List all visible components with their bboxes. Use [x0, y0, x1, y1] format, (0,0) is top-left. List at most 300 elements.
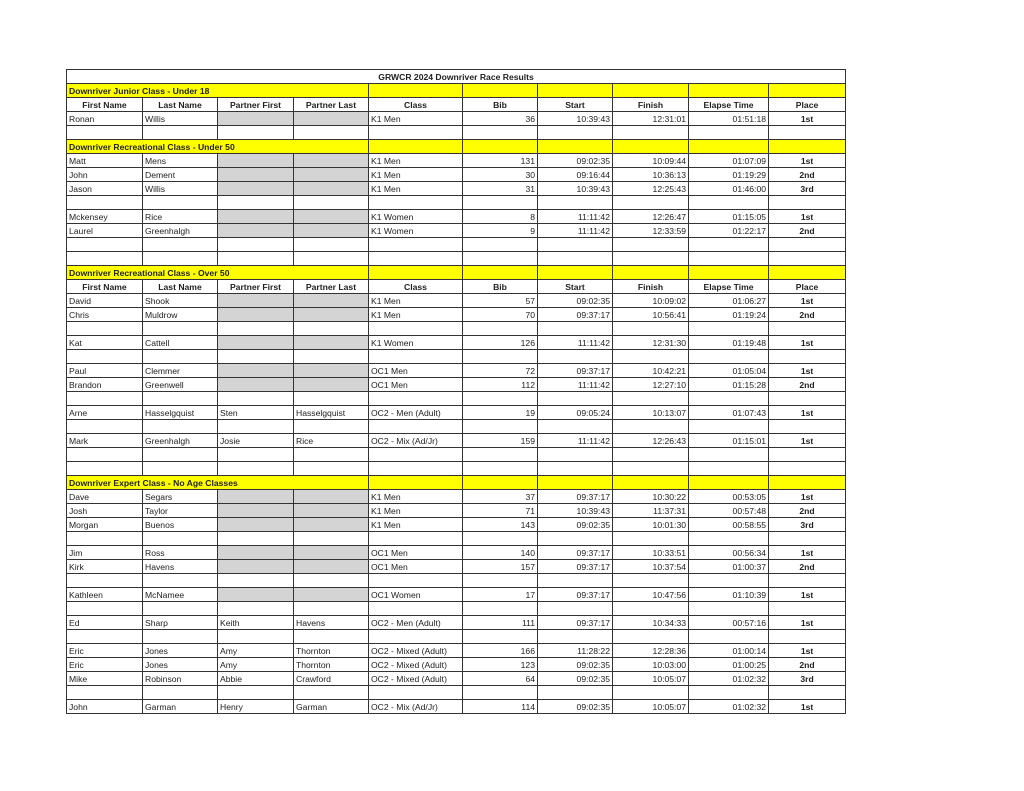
cell-bib: 71 — [463, 504, 538, 518]
section-title: Downriver Expert Class - No Age Classes — [67, 476, 369, 490]
cell-place: 1st — [769, 644, 846, 658]
section-fill-cell — [463, 476, 538, 490]
cell-start: 09:37:17 — [538, 616, 613, 630]
empty-cell — [463, 392, 538, 406]
empty-cell — [67, 602, 143, 616]
section-fill-cell — [769, 266, 846, 280]
cell-elapse: 01:19:48 — [689, 336, 769, 350]
cell-finish: 10:36:13 — [613, 168, 689, 182]
empty-cell — [538, 448, 613, 462]
empty-cell — [463, 350, 538, 364]
empty-cell — [294, 630, 369, 644]
cell-last: Taylor — [143, 504, 218, 518]
empty-cell — [67, 462, 143, 476]
cell-first: Chris — [67, 308, 143, 322]
blank-row — [67, 574, 846, 588]
cell-elapse: 01:19:24 — [689, 308, 769, 322]
cell-last: Muldrow — [143, 308, 218, 322]
cell-plast — [294, 588, 369, 602]
cell-plast — [294, 168, 369, 182]
empty-cell — [143, 448, 218, 462]
blank-row — [67, 238, 846, 252]
result-row — [67, 644, 846, 658]
empty-cell — [67, 252, 143, 266]
empty-cell — [613, 420, 689, 434]
cell-finish: 10:09:44 — [613, 154, 689, 168]
empty-cell — [463, 686, 538, 700]
cell-pfirst — [218, 518, 294, 532]
empty-cell — [294, 392, 369, 406]
cell-pfirst — [218, 378, 294, 392]
cell-start: 11:11:42 — [538, 224, 613, 238]
column-header: Class — [369, 98, 463, 112]
title-row — [67, 70, 846, 84]
cell-cls: K1 Men — [369, 308, 463, 322]
empty-cell — [294, 322, 369, 336]
cell-start: 09:37:17 — [538, 546, 613, 560]
empty-cell — [538, 630, 613, 644]
empty-cell — [143, 574, 218, 588]
cell-elapse: 01:15:05 — [689, 210, 769, 224]
column-header: Place — [769, 98, 846, 112]
cell-first: Laurel — [67, 224, 143, 238]
empty-cell — [218, 322, 294, 336]
cell-place: 1st — [769, 546, 846, 560]
cell-plast: Thornton — [294, 644, 369, 658]
empty-cell — [294, 462, 369, 476]
cell-pfirst — [218, 336, 294, 350]
cell-plast — [294, 294, 369, 308]
cell-elapse: 01:00:37 — [689, 560, 769, 574]
cell-first: Jim — [67, 546, 143, 560]
empty-cell — [369, 252, 463, 266]
empty-cell — [769, 532, 846, 546]
cell-bib: 72 — [463, 364, 538, 378]
section-fill-cell — [769, 84, 846, 98]
empty-cell — [67, 196, 143, 210]
cell-first: Mark — [67, 434, 143, 448]
blank-row — [67, 630, 846, 644]
empty-cell — [463, 602, 538, 616]
cell-pfirst — [218, 560, 294, 574]
section-fill-cell — [689, 140, 769, 154]
empty-cell — [143, 630, 218, 644]
cell-elapse: 01:05:04 — [689, 364, 769, 378]
cell-pfirst — [218, 308, 294, 322]
blank-row — [67, 350, 846, 364]
column-header: First Name — [67, 98, 143, 112]
cell-pfirst — [218, 112, 294, 126]
cell-first: Kirk — [67, 560, 143, 574]
cell-first: Eric — [67, 658, 143, 672]
cell-last: Sharp — [143, 616, 218, 630]
cell-last: Greenhalgh — [143, 224, 218, 238]
cell-cls: OC2 - Mixed (Adult) — [369, 644, 463, 658]
section-header-row — [67, 266, 846, 280]
cell-start: 09:02:35 — [538, 518, 613, 532]
cell-bib: 37 — [463, 490, 538, 504]
empty-cell — [463, 196, 538, 210]
result-row — [67, 224, 846, 238]
race-results-table — [66, 69, 846, 714]
empty-cell — [369, 462, 463, 476]
cell-place: 1st — [769, 490, 846, 504]
empty-cell — [143, 126, 218, 140]
cell-place: 2nd — [769, 308, 846, 322]
empty-cell — [463, 630, 538, 644]
section-fill-cell — [538, 84, 613, 98]
empty-cell — [613, 448, 689, 462]
section-title: Downriver Recreational Class - Over 50 — [67, 266, 369, 280]
empty-cell — [369, 448, 463, 462]
cell-first: Morgan — [67, 518, 143, 532]
cell-first: Mike — [67, 672, 143, 686]
cell-pfirst — [218, 546, 294, 560]
empty-cell — [463, 574, 538, 588]
cell-last: McNamee — [143, 588, 218, 602]
cell-place: 2nd — [769, 168, 846, 182]
blank-row — [67, 392, 846, 406]
empty-cell — [143, 686, 218, 700]
cell-cls: OC1 Men — [369, 378, 463, 392]
cell-elapse: 01:19:29 — [689, 168, 769, 182]
empty-cell — [689, 420, 769, 434]
section-fill-cell — [538, 476, 613, 490]
cell-pfirst — [218, 588, 294, 602]
cell-plast — [294, 224, 369, 238]
cell-first: David — [67, 294, 143, 308]
cell-elapse: 01:02:32 — [689, 700, 769, 714]
cell-last: Havens — [143, 560, 218, 574]
empty-cell — [67, 420, 143, 434]
empty-cell — [769, 392, 846, 406]
empty-cell — [769, 686, 846, 700]
cell-last: Clemmer — [143, 364, 218, 378]
blank-row — [67, 602, 846, 616]
section-title: Downriver Junior Class - Under 18 — [67, 84, 369, 98]
section-fill-cell — [613, 266, 689, 280]
cell-elapse: 01:00:14 — [689, 644, 769, 658]
empty-cell — [769, 126, 846, 140]
cell-pfirst — [218, 154, 294, 168]
empty-cell — [67, 630, 143, 644]
empty-cell — [689, 532, 769, 546]
blank-row — [67, 532, 846, 546]
cell-cls: OC2 - Men (Adult) — [369, 616, 463, 630]
cell-place: 1st — [769, 154, 846, 168]
cell-pfirst — [218, 490, 294, 504]
empty-cell — [463, 252, 538, 266]
cell-finish: 12:31:30 — [613, 336, 689, 350]
blank-row — [67, 126, 846, 140]
cell-place: 3rd — [769, 518, 846, 532]
empty-cell — [689, 238, 769, 252]
cell-first: Paul — [67, 364, 143, 378]
cell-bib: 112 — [463, 378, 538, 392]
cell-first: Kathleen — [67, 588, 143, 602]
cell-elapse: 01:22:17 — [689, 224, 769, 238]
cell-cls: K1 Men — [369, 294, 463, 308]
cell-bib: 166 — [463, 644, 538, 658]
result-row — [67, 616, 846, 630]
empty-cell — [218, 532, 294, 546]
result-row — [67, 672, 846, 686]
empty-cell — [218, 602, 294, 616]
cell-plast — [294, 112, 369, 126]
cell-bib: 19 — [463, 406, 538, 420]
cell-bib: 126 — [463, 336, 538, 350]
cell-cls: OC2 - Mix (Ad/Jr) — [369, 434, 463, 448]
empty-cell — [689, 350, 769, 364]
empty-cell — [143, 252, 218, 266]
result-row — [67, 168, 846, 182]
column-header-row — [67, 98, 846, 112]
empty-cell — [294, 602, 369, 616]
cell-bib: 114 — [463, 700, 538, 714]
result-row — [67, 336, 846, 350]
cell-first: Arne — [67, 406, 143, 420]
cell-start: 10:39:43 — [538, 112, 613, 126]
empty-cell — [463, 126, 538, 140]
section-fill-cell — [538, 140, 613, 154]
cell-place: 2nd — [769, 658, 846, 672]
cell-place: 1st — [769, 294, 846, 308]
empty-cell — [689, 574, 769, 588]
cell-plast — [294, 504, 369, 518]
blank-row — [67, 420, 846, 434]
cell-cls: K1 Men — [369, 182, 463, 196]
empty-cell — [67, 532, 143, 546]
empty-cell — [67, 350, 143, 364]
column-header: Start — [538, 280, 613, 294]
empty-cell — [769, 322, 846, 336]
cell-last: Willis — [143, 112, 218, 126]
result-row — [67, 546, 846, 560]
empty-cell — [218, 574, 294, 588]
cell-elapse: 00:57:48 — [689, 504, 769, 518]
cell-bib: 157 — [463, 560, 538, 574]
cell-start: 09:37:17 — [538, 588, 613, 602]
cell-cls: OC2 - Mixed (Adult) — [369, 658, 463, 672]
empty-cell — [689, 448, 769, 462]
cell-start: 09:37:17 — [538, 364, 613, 378]
cell-last: Buenos — [143, 518, 218, 532]
empty-cell — [143, 420, 218, 434]
cell-plast — [294, 364, 369, 378]
cell-elapse: 01:46:00 — [689, 182, 769, 196]
cell-place: 2nd — [769, 560, 846, 574]
empty-cell — [613, 630, 689, 644]
column-header: Last Name — [143, 280, 218, 294]
cell-plast — [294, 210, 369, 224]
cell-finish: 10:05:07 — [613, 672, 689, 686]
empty-cell — [538, 238, 613, 252]
cell-start: 09:05:24 — [538, 406, 613, 420]
empty-cell — [769, 196, 846, 210]
cell-plast: Crawford — [294, 672, 369, 686]
empty-cell — [613, 350, 689, 364]
empty-cell — [538, 602, 613, 616]
section-fill-cell — [463, 266, 538, 280]
cell-finish: 12:28:36 — [613, 644, 689, 658]
empty-cell — [538, 574, 613, 588]
empty-cell — [67, 448, 143, 462]
cell-elapse: 01:00:25 — [689, 658, 769, 672]
cell-start: 09:02:35 — [538, 154, 613, 168]
empty-cell — [369, 420, 463, 434]
cell-cls: K1 Men — [369, 518, 463, 532]
cell-start: 11:28:22 — [538, 644, 613, 658]
empty-cell — [369, 574, 463, 588]
empty-cell — [538, 462, 613, 476]
column-header: Partner First — [218, 98, 294, 112]
empty-cell — [769, 462, 846, 476]
cell-place: 3rd — [769, 672, 846, 686]
empty-cell — [769, 602, 846, 616]
page-title: GRWCR 2024 Downriver Race Results — [67, 70, 846, 84]
cell-plast: Rice — [294, 434, 369, 448]
result-row — [67, 182, 846, 196]
cell-cls: K1 Men — [369, 154, 463, 168]
cell-pfirst — [218, 168, 294, 182]
cell-start: 09:02:35 — [538, 700, 613, 714]
results-body — [67, 70, 846, 714]
cell-first: John — [67, 168, 143, 182]
cell-plast: Thornton — [294, 658, 369, 672]
empty-cell — [538, 532, 613, 546]
cell-pfirst: Josie — [218, 434, 294, 448]
empty-cell — [463, 322, 538, 336]
cell-cls: K1 Women — [369, 224, 463, 238]
cell-place: 1st — [769, 112, 846, 126]
cell-finish: 10:42:21 — [613, 364, 689, 378]
empty-cell — [689, 392, 769, 406]
empty-cell — [143, 532, 218, 546]
column-header: Bib — [463, 280, 538, 294]
cell-pfirst: Amy — [218, 644, 294, 658]
cell-place: 1st — [769, 434, 846, 448]
cell-last: Hasselgquist — [143, 406, 218, 420]
cell-start: 10:39:43 — [538, 504, 613, 518]
empty-cell — [769, 448, 846, 462]
empty-cell — [613, 322, 689, 336]
cell-finish: 10:34:33 — [613, 616, 689, 630]
section-fill-cell — [613, 84, 689, 98]
empty-cell — [613, 602, 689, 616]
empty-cell — [538, 420, 613, 434]
column-header: Bib — [463, 98, 538, 112]
cell-bib: 140 — [463, 546, 538, 560]
cell-pfirst — [218, 294, 294, 308]
column-header: Finish — [613, 98, 689, 112]
cell-cls: OC2 - Men (Adult) — [369, 406, 463, 420]
blank-row — [67, 462, 846, 476]
column-header: Partner Last — [294, 98, 369, 112]
empty-cell — [218, 420, 294, 434]
cell-bib: 9 — [463, 224, 538, 238]
cell-first: Eric — [67, 644, 143, 658]
cell-finish: 12:33:59 — [613, 224, 689, 238]
cell-cls: OC1 Men — [369, 364, 463, 378]
cell-start: 09:37:17 — [538, 490, 613, 504]
empty-cell — [369, 350, 463, 364]
empty-cell — [769, 350, 846, 364]
cell-elapse: 01:15:28 — [689, 378, 769, 392]
empty-cell — [769, 238, 846, 252]
cell-last: Dement — [143, 168, 218, 182]
cell-place: 1st — [769, 364, 846, 378]
column-header: First Name — [67, 280, 143, 294]
cell-elapse: 00:57:16 — [689, 616, 769, 630]
empty-cell — [369, 686, 463, 700]
cell-finish: 12:27:10 — [613, 378, 689, 392]
cell-pfirst — [218, 210, 294, 224]
blank-row — [67, 686, 846, 700]
empty-cell — [613, 686, 689, 700]
cell-bib: 159 — [463, 434, 538, 448]
section-fill-cell — [689, 266, 769, 280]
cell-cls: OC2 - Mix (Ad/Jr) — [369, 700, 463, 714]
empty-cell — [463, 238, 538, 252]
empty-cell — [538, 350, 613, 364]
cell-cls: K1 Men — [369, 504, 463, 518]
cell-last: Jones — [143, 644, 218, 658]
cell-first: Kat — [67, 336, 143, 350]
cell-finish: 10:33:51 — [613, 546, 689, 560]
cell-pfirst: Keith — [218, 616, 294, 630]
cell-plast — [294, 560, 369, 574]
column-header: Class — [369, 280, 463, 294]
empty-cell — [538, 686, 613, 700]
section-header-row — [67, 84, 846, 98]
empty-cell — [463, 462, 538, 476]
empty-cell — [294, 420, 369, 434]
result-row — [67, 588, 846, 602]
result-row — [67, 434, 846, 448]
cell-pfirst — [218, 182, 294, 196]
cell-cls: K1 Women — [369, 210, 463, 224]
empty-cell — [463, 448, 538, 462]
result-row — [67, 406, 846, 420]
section-fill-cell — [689, 476, 769, 490]
section-fill-cell — [369, 266, 463, 280]
empty-cell — [143, 462, 218, 476]
cell-bib: 31 — [463, 182, 538, 196]
section-fill-cell — [369, 476, 463, 490]
cell-elapse: 01:15:01 — [689, 434, 769, 448]
cell-finish: 10:30:22 — [613, 490, 689, 504]
column-header: Partner First — [218, 280, 294, 294]
cell-pfirst — [218, 224, 294, 238]
empty-cell — [369, 630, 463, 644]
cell-cls: K1 Men — [369, 112, 463, 126]
empty-cell — [67, 574, 143, 588]
section-fill-cell — [769, 476, 846, 490]
cell-first: Jason — [67, 182, 143, 196]
empty-cell — [538, 196, 613, 210]
section-fill-cell — [369, 140, 463, 154]
cell-last: Ross — [143, 546, 218, 560]
cell-elapse: 00:53:05 — [689, 490, 769, 504]
empty-cell — [143, 350, 218, 364]
cell-elapse: 01:07:43 — [689, 406, 769, 420]
cell-plast: Havens — [294, 616, 369, 630]
cell-start: 11:11:42 — [538, 210, 613, 224]
empty-cell — [769, 252, 846, 266]
empty-cell — [689, 196, 769, 210]
empty-cell — [369, 392, 463, 406]
cell-place: 2nd — [769, 224, 846, 238]
